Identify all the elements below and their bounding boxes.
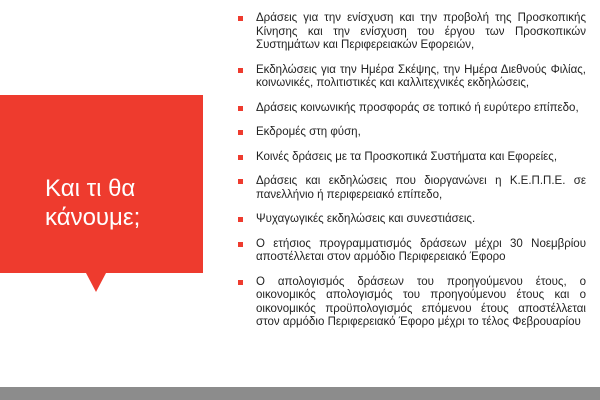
bullet-square-icon [238, 16, 243, 21]
bullet-square-icon [238, 217, 243, 222]
bullet-text: Κοινές δράσεις με τα Προσκοπικά Συστήματα και Εφορείες, [256, 150, 558, 163]
bullet-item [236, 175, 586, 202]
footer-band [0, 387, 600, 400]
bullet-square-icon [238, 242, 243, 247]
bullet-text: Δράσεις για την ενίσχυση και την προβολή της Προσκοπικής Κίνησης και την ενίσχυση του έργου των Προσκοπικών Συστημάτων και Περιφερειακών Εφορειών, [256, 12, 586, 51]
bullet-item [236, 12, 586, 53]
bullet-square-icon [238, 130, 243, 135]
bullet-text: Δράσεις κοινωνικής προσφοράς σε τοπικό ή ευρύτερο επίπεδο, [256, 101, 579, 114]
bullet-square-icon [238, 68, 243, 73]
bullet-square-icon [238, 155, 243, 160]
callout-pointer [86, 273, 106, 292]
bullet-item [236, 102, 586, 116]
bullet-text: Ο απολογισμός δράσεων του προηγούμενου έτους, ο οικονομικός απολογισμός του προηγούμενου έτους και ο οικονομικός προϋπολογισμός επόμενου έτους αποστέλλεται στον αρμόδιο Περιφερειακό Έφορο μέχρι το τέλος Φεβρουαρίου [256, 275, 586, 328]
callout-title: Και τι θα κάνουμε; [45, 175, 141, 231]
bullet-square-icon [238, 179, 243, 184]
bullet-item [236, 151, 586, 165]
bullet-item [236, 126, 586, 140]
bullet-item [236, 213, 586, 227]
bullet-item [236, 238, 586, 265]
bullet-text: Εκδρομές στη φύση, [256, 126, 361, 138]
bullet-square-icon [238, 280, 243, 285]
bullet-text: Ψυχαγωγικές εκδηλώσεις και συνεστιάσεις. [256, 213, 476, 225]
bullet-item [236, 276, 586, 330]
bullet-text: Δράσεις και εκδηλώσεις που διοργανώνει η Κ.Ε.Π.Π.Ε. σε πανελλήνιο ή περιφερειακό επίπεδο, [256, 175, 586, 201]
bullet-list [236, 12, 586, 330]
bullet-square-icon [238, 106, 243, 111]
bullet-text: Ο ετήσιος προγραμματισμός δράσεων μέχρι 30 Νοεμβρίου αποστέλλεται στον αρμόδιο Περιφερειακό Έφορο [256, 237, 586, 263]
bullet-text: Εκδηλώσεις για την Ημέρα Σκέψης, την Ημέρα Διεθνούς Φιλίας, κοινωνικές, πολιτιστικές και καλλιτεχνικές εκδηλώσεις, [256, 63, 586, 89]
bullet-item [236, 64, 586, 91]
content-panel [236, 12, 586, 390]
